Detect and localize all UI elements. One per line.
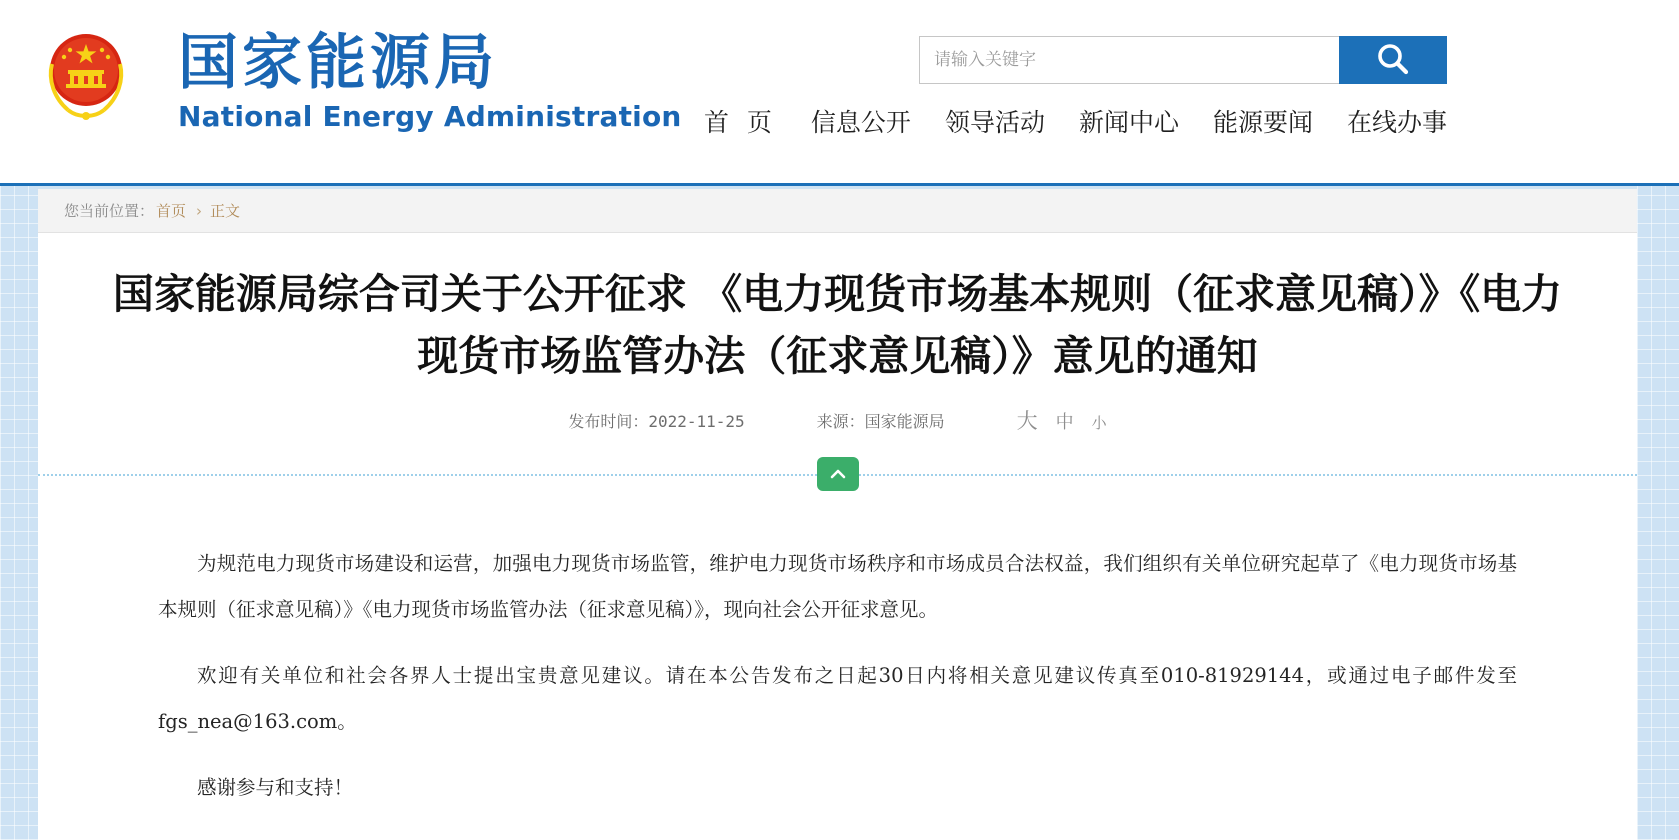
breadcrumb-current: 正文 (210, 202, 241, 220)
search-button[interactable] (1339, 36, 1447, 84)
article-paragraph: 欢迎有关单位和社会各界人士提出宝贵意见建议。请在本公告发布之日起30日内将相关意见建议传真至010-81929144，或通过电子邮件发至fgs_nea@163.com。 (158, 664, 1517, 733)
font-size-large-button[interactable]: 大 (1016, 409, 1038, 433)
nav-item-leadership[interactable]: 领导活动 (944, 108, 1045, 137)
nav-item-news-center[interactable]: 新闻中心 (1078, 108, 1179, 137)
site-logo-cn: 国家能源局 (178, 28, 498, 98)
nav-item-disclosure[interactable]: 信息公开 (810, 108, 911, 137)
page-title: 国家能源局综合司关于公开征求 《电力现货市场基本规则（征求意见稿）》《电力现货市场监管办法（征求意见稿）》意见的通知 (112, 270, 1563, 380)
article-paragraph: 为规范电力现货市场建设和运营，加强电力现货市场监管，维护电力现货市场秩序和市场成员合法权益，我们组织有关单位研究起草了《电力现货市场基本规则（征求意见稿）》《电力现货市场监管办法（征求意见稿）》，现向社会公开征求意见。 (158, 552, 1517, 621)
nav-item-services[interactable]: 在线办事 (1346, 108, 1447, 137)
font-size-controls (1017, 405, 1107, 435)
search-input[interactable] (919, 36, 1339, 84)
site-logo[interactable] (178, 26, 682, 134)
font-size-medium-button[interactable]: 中 (1055, 412, 1074, 433)
publish-time: 发布时间：2022-11-25 (568, 411, 745, 431)
site-search (919, 36, 1447, 84)
site-logo-en: National Energy Administration (178, 100, 682, 133)
breadcrumb (38, 189, 1637, 233)
article (38, 233, 1637, 840)
article-source: 来源：国家能源局 (816, 411, 945, 431)
main-nav (704, 103, 1447, 139)
breadcrumb-home[interactable]: 首页 (156, 202, 187, 220)
article-paragraph: 感谢参与和支持！ (197, 776, 354, 799)
nav-item-energy-news[interactable]: 能源要闻 (1212, 108, 1313, 137)
nav-item-home[interactable]: 首 页 (703, 108, 777, 137)
article-body (158, 541, 1517, 811)
article-meta (38, 405, 1637, 435)
national-emblem-icon (38, 26, 134, 126)
search-icon (1373, 40, 1413, 80)
breadcrumb-label: 您当前位置： (64, 202, 155, 220)
article-divider (38, 457, 1637, 491)
chevron-up-icon (828, 464, 848, 484)
font-size-small-button[interactable]: 小 (1091, 414, 1107, 432)
scroll-to-top-button[interactable] (817, 457, 859, 491)
breadcrumb-separator-icon: › (196, 201, 203, 220)
site-header (0, 0, 1679, 186)
